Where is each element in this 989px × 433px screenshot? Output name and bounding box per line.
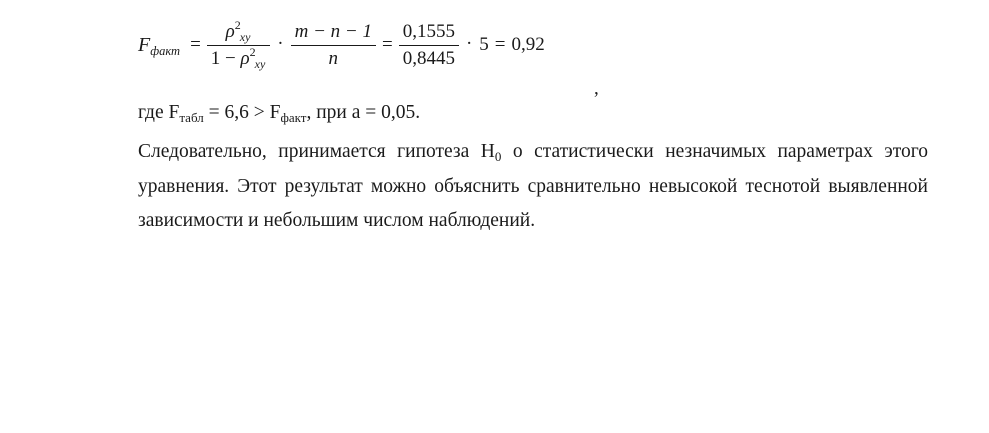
conclusion-part-2: о статистически незначимых параметрах этого уравнения. Этот результат можно объяснить сравнительно невысокой теснотой выявленной зависимости и небольшим числом наблюдений. [138, 141, 928, 231]
fraction-denominator: 0,8445 [402, 47, 455, 69]
formula-equals-3: = [494, 34, 506, 55]
where-subscript-fact: факт [280, 110, 307, 125]
fraction-bar [207, 45, 271, 46]
fraction-denominator [207, 44, 271, 71]
formula-fraction-df [291, 21, 376, 69]
fraction-bar [399, 45, 459, 46]
rho-sub-denominator: xy [254, 56, 266, 71]
formula-lhs-subscript: факт [150, 43, 181, 58]
where-line [138, 96, 938, 131]
formula-fraction-values [399, 21, 459, 69]
conclusion-paragraph [138, 135, 928, 238]
formula-lhs-symbol: F [138, 33, 151, 56]
formula-factor: 5 [479, 34, 489, 55]
fraction-denominator: n [328, 47, 339, 69]
formula-result: 0,92 [511, 34, 545, 55]
formula-f-fact [138, 14, 938, 76]
rho-sub-numerator: xy [239, 30, 251, 45]
conclusion-part-1: Следовательно, принимается гипотеза H [138, 141, 495, 162]
where-prefix: где F [138, 102, 180, 123]
fraction-numerator: 0,1555 [402, 21, 455, 43]
document-content [138, 14, 938, 238]
formula-trailing-comma: , [594, 78, 599, 99]
rho-sup-denominator: 2 [249, 44, 256, 59]
where-subscript-tabl: табл [179, 110, 204, 125]
where-suffix: , при a = 0,05. [306, 102, 421, 123]
formula-equals-1: = [190, 34, 201, 55]
fraction-numerator: m − n − 1 [294, 21, 372, 43]
formula-lhs [138, 34, 180, 57]
denominator-prefix: 1 − [210, 47, 241, 69]
formula-fraction-rho [207, 18, 271, 71]
hypothesis-subscript: 0 [494, 149, 502, 164]
fraction-numerator [222, 18, 256, 45]
where-middle: = 6,6 > F [203, 102, 281, 123]
formula-equals-2: = [381, 34, 393, 55]
formula-multiply-2: · [465, 33, 473, 54]
rho-sup-numerator: 2 [234, 18, 241, 33]
fraction-bar [291, 45, 376, 46]
rho-symbol-numerator: ρ [225, 21, 235, 43]
rho-symbol-denominator: ρ [240, 47, 250, 69]
formula-multiply-1: · [277, 33, 284, 54]
